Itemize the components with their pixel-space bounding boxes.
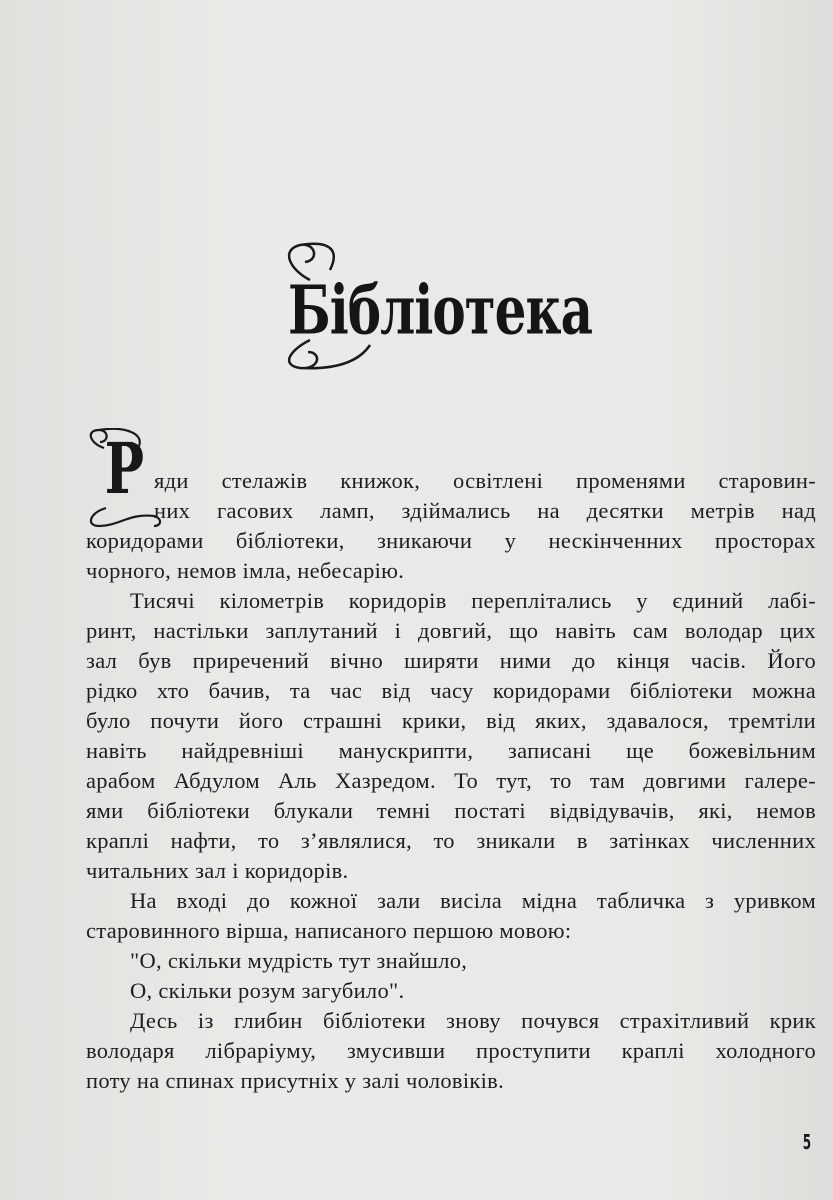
text-line: рідко хто бачив, та час від часу коридорами бібліотеки можна xyxy=(86,678,816,703)
text-line: було почути його страшні крики, від яких, здавалося, тремтіли xyxy=(86,708,816,733)
chapter-body xyxy=(86,466,816,1096)
page-number: 5 xyxy=(802,1130,812,1154)
verse-line: О, скільки розум загубило". xyxy=(130,978,405,1003)
verse-line: "О, скільки мудрість тут знайшло, xyxy=(130,948,468,973)
paragraph xyxy=(86,466,816,586)
paragraph xyxy=(86,586,816,886)
chapter-title xyxy=(270,240,592,370)
text-line: зал був приречений вічно ширяти ними до кінця часів. Його xyxy=(86,648,816,673)
paragraph xyxy=(86,886,816,946)
paragraph xyxy=(86,1006,816,1096)
text-line: На вході до кожної зали висіла мідна табличка з уривком xyxy=(130,888,816,913)
text-line: ринт, настільки заплутаний і довгий, що навіть сам володар цих xyxy=(86,618,816,643)
text-line: Тисячі кілометрів коридорів переплітались у єдиний лабі- xyxy=(130,588,816,613)
text-line: володаря лібраріуму, змусивши проступити краплі холодного xyxy=(86,1038,816,1063)
text-line: старовинного вірша, написаного першою мовою: xyxy=(86,918,572,943)
text-line: Десь із глибин бібліотеки знову почувся страхітливий крик xyxy=(130,1008,816,1033)
text-line: чорного, немов імла, небесарію. xyxy=(86,558,405,583)
text-line: краплі нафти, то з’являлися, то зникали в затінках численних xyxy=(86,828,816,853)
text-line: яди стелажів книжок, освітлені променями старовин- xyxy=(154,468,816,493)
text-line: них гасових ламп, здіймались на десятки метрів над xyxy=(154,498,816,523)
text-line: коридорами бібліотеки, зникаючи у нескінченних просторах xyxy=(86,528,816,553)
verse-quote xyxy=(86,946,816,1006)
text-line: арабом Абдулом Аль Хазредом. То тут, то там довгими галере- xyxy=(86,768,816,793)
drop-cap-letter: Р xyxy=(104,427,145,510)
text-line: поту на спинах присутніх у залі чоловіків. xyxy=(86,1068,505,1093)
text-line: навіть найдревніші манускрипти, записані ще божевільним xyxy=(86,738,816,763)
text-line: ями бібліотеки блукали темні постаті відвідувачів, які, немов xyxy=(86,798,816,823)
chapter-title-text: Бібліотека xyxy=(288,270,592,350)
text-line: читальних зал і коридорів. xyxy=(86,858,349,883)
